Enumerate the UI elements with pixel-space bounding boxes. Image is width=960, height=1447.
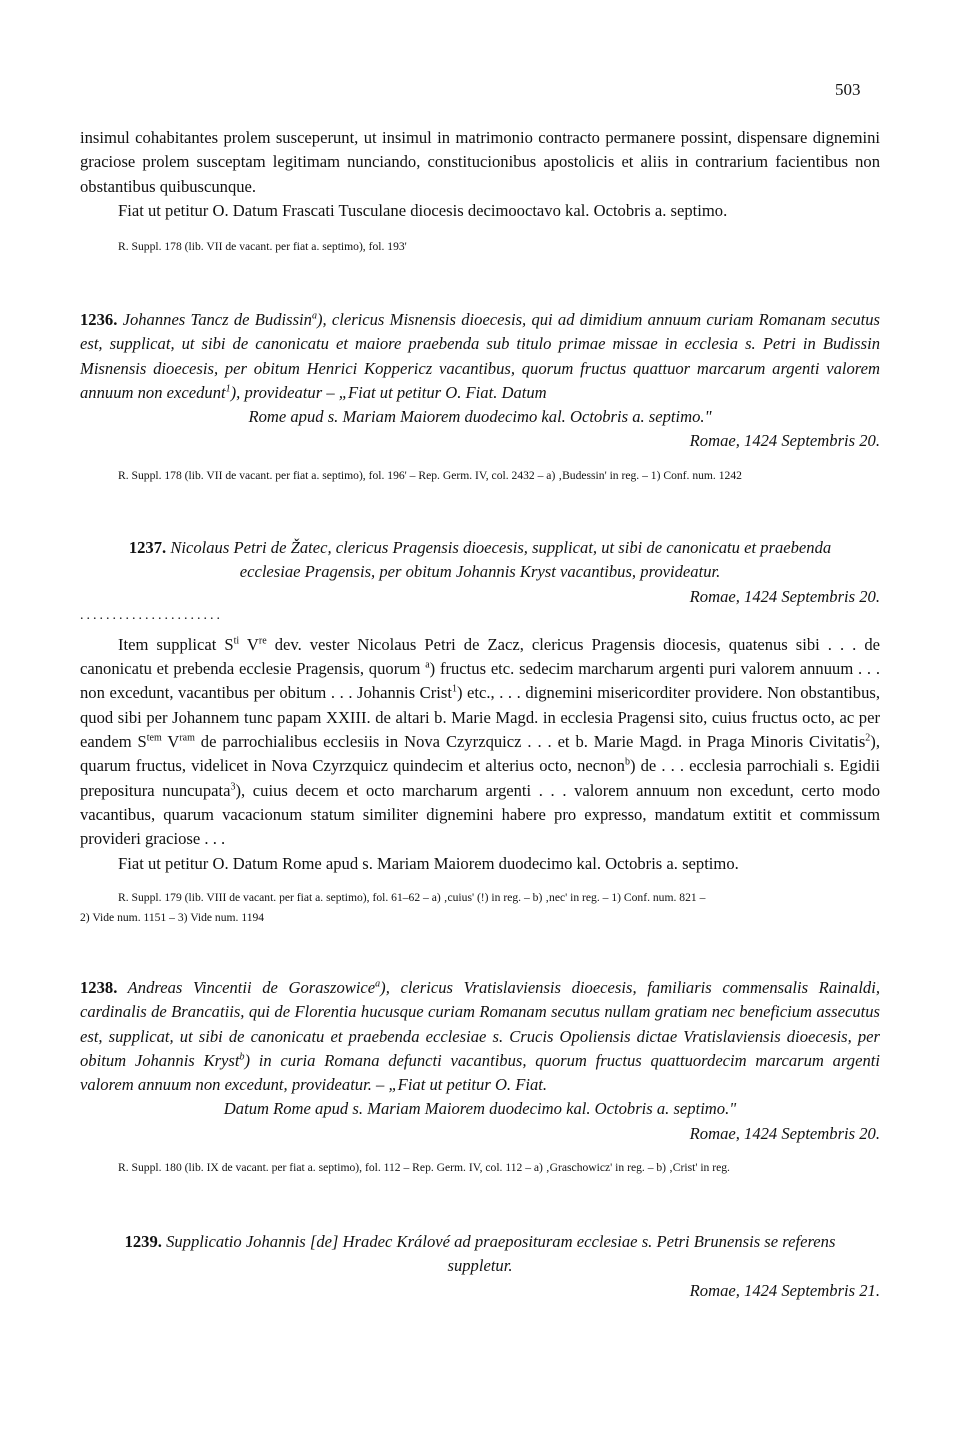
entry-1238-closing: Datum Rome apud s. Mariam Maiorem duodecimo kal. Octobris a. septimo."	[223, 1099, 737, 1119]
entry-1239-date: Romae, 1424 Septembris 21.	[689, 1280, 880, 1300]
entry-text: Andreas Vincentii de Goraszowice	[127, 978, 376, 997]
entry-number: 1238.	[80, 978, 118, 997]
footnote-marker: 1	[225, 383, 231, 395]
entry-1236-closing: Rome apud s. Mariam Maiorem duodecimo kal. Octobris a. septimo."	[248, 407, 712, 427]
entry-1237	[80, 536, 880, 928]
entry-text: Supplicatio Johannis [de] Hradec Králové ad praeposituram ecclesiae s. Petri Brunensis se referens	[166, 1232, 836, 1251]
page-number: 503	[835, 80, 861, 99]
body-text: V	[239, 634, 259, 654]
entry-1237-footnote: R. Suppl. 179 (lib. VIII de vacant. per fiat a. septimo), fol. 61–62 – a) ‚cuius' (!) in reg. – b) ‚nec' in reg. – 1) Conf. num. 821 –	[118, 890, 706, 904]
entry-1239-text-2: suppletur.	[447, 1256, 513, 1276]
footnote-marker: b	[239, 1051, 245, 1063]
intro-footnote: R. Suppl. 178 (lib. VII de vacant. per fiat a. septimo), fol. 193'	[118, 240, 407, 254]
entry-1236-footnote: R. Suppl. 178 (lib. VII de vacant. per fiat a. septimo), fol. 196' – Rep. Germ. IV, col. 2432 – a) ‚Budessin' in reg. – 1) Conf. num. 1242	[118, 468, 742, 482]
intro-fiat: Fiat ut petitur O. Datum Frascati Tusculane diocesis decimooctavo kal. Octobris a. septimo.	[118, 200, 728, 220]
abbrev-sup: tem	[146, 732, 162, 744]
body-text: de parrochialibus ecclesiis in Nova Czyrzquicz . . . et b. Marie Magd. in Praga Minoris Civitatis	[194, 732, 866, 752]
footnote-marker: a	[425, 659, 430, 671]
footnote-marker: 3	[230, 781, 236, 793]
entry-1236-date: Romae, 1424 Septembris 20.	[689, 431, 880, 451]
intro-section	[80, 126, 880, 257]
entry-number: 1239.	[124, 1232, 162, 1251]
entry-text: ), clericus Vratislaviensis dioecesis, familiaris commensalis Rainaldi, cardinalis de Brancatiis, qui de Florentia hucusque curiam Romanam secutus nullam gratiam nec beneficium assecutus est, supplicat, ut sibi de canonicatu et praebenda ecclesiae s. Crucis Opoliensis dictae Vratislaviensis dioecesis, per obitum Johannis Kryst	[80, 978, 880, 1070]
entry-1238-text	[80, 976, 880, 1097]
entry-1238-footnote: R. Suppl. 180 (lib. IX de vacant. per fiat a. septimo), fol. 112 – Rep. Germ. IV, col. 112 – a) ‚Graschowicz' in reg. – b) ‚Crist' in reg.	[118, 1161, 730, 1175]
entry-text: ), clericus Misnensis dioecesis, qui ad dimidium annuum curiam Romanam secutus est, supplicat, ut sibi de canonicatu et maiore praebenda sub titulo primae missae in ecclesia s. Petri in Budissin Misnensis dioecesis, per obitum Henrici Koppericz vacantibus, quorum fructus quattuor marcarum argenti valorem annuum non excedunt	[80, 310, 880, 402]
entry-text: Nicolaus Petri de Žatec, clericus Pragensis dioecesis, supplicat, ut sibi de canonicatu et praebenda	[170, 538, 832, 557]
entry-1239	[80, 1230, 880, 1303]
entry-1236	[80, 308, 880, 486]
entry-text: ), provideatur – „Fiat ut petitur O. Fiat. Datum	[230, 382, 547, 402]
body-text: V	[161, 732, 180, 752]
body-text: ) etc., . . . dignemini misericorditer providere. Non obstantibus, quod sibi per Johannem tunc papam XXIII. de altari b. Marie Magd. in ecclesia Pragensi sito, cuius fructus octo, ac per eandem S	[80, 683, 880, 752]
entry-1237-body	[80, 633, 880, 852]
body-text: ) de . . . ecclesia parrochiali s. Egidii prepositura nuncupata	[80, 756, 880, 800]
entry-1238	[80, 976, 880, 1178]
entry-1238-date: Romae, 1424 Septembris 20.	[689, 1123, 880, 1143]
body-text: Item supplicat S	[118, 634, 234, 654]
footnote-marker: a	[375, 978, 381, 990]
omission-dots: ......................	[80, 607, 223, 623]
intro-text: insimul cohabitantes prolem susceperunt, ut insimul in matrimonio contracto permanere possint, dispensare dignemini graciose prolem susceptam legitimam nunciando, constitucionibus apostolicis et aliis in contrarium facientibus non obstantibus quibuscunque.	[80, 128, 880, 196]
footnote-marker: 1	[451, 683, 457, 695]
entry-1236-text	[80, 308, 880, 405]
entry-1237-fiat: Fiat ut petitur O. Datum Rome apud s. Mariam Maiorem duodecimo kal. Octobris a. septimo.	[118, 853, 739, 873]
entry-text: Johannes Tancz de Budissin	[122, 310, 312, 329]
entry-1237-footnote-2: 2) Vide num. 1151 – 3) Vide num. 1194	[80, 910, 265, 924]
abbrev-sup: ti	[233, 635, 240, 647]
entry-1237-date: Romae, 1424 Septembris 20.	[689, 586, 880, 606]
entry-text: ) in curia Romana defuncti vacantibus, quorum fructus quattuordecim marcarum argenti valorem annuum non excedunt, provideatur. – „Fiat ut petitur O. Fiat.	[80, 1050, 880, 1095]
entry-1237-text	[80, 536, 880, 560]
body-text: ), quarum fructus, videlicet in Nova Czyrzquicz quindecim et alterius octo, necnon	[80, 732, 880, 776]
entry-number: 1237.	[128, 538, 167, 557]
entry-number: 1236.	[80, 310, 118, 329]
entry-1237-text-2: ecclesiae Pragensis, per obitum Johannis Kryst vacantibus, provideatur.	[239, 562, 721, 582]
entry-1239-text	[80, 1230, 880, 1254]
footnote-marker: b	[624, 756, 630, 768]
footnote-marker: a	[311, 310, 317, 322]
body-text: ) fructus etc. sedecim marcharum argenti puri valorem annuum . . . non excedunt, vacantibus per obitum . . . Johannis Crist	[80, 659, 881, 703]
body-text: dev. vester Nicolaus Petri de Zacz, clericus Pragensis diocesis, quatenus sibi . . . de canonicatu et prebenda ecclesie Pragensis, quorum	[80, 634, 880, 679]
abbrev-sup: re	[258, 635, 267, 647]
footnote-marker: 2	[865, 732, 871, 744]
body-text: ), cuius decem et octo marcharum argenti . . . valorem annuum non excedunt, certo modo vacantibus, quarum vacacionum statum similiter dignemini habere pro expresso, mandatum extitit et commissum provideri graciose . . .	[80, 780, 880, 849]
abbrev-sup: ram	[179, 732, 195, 744]
